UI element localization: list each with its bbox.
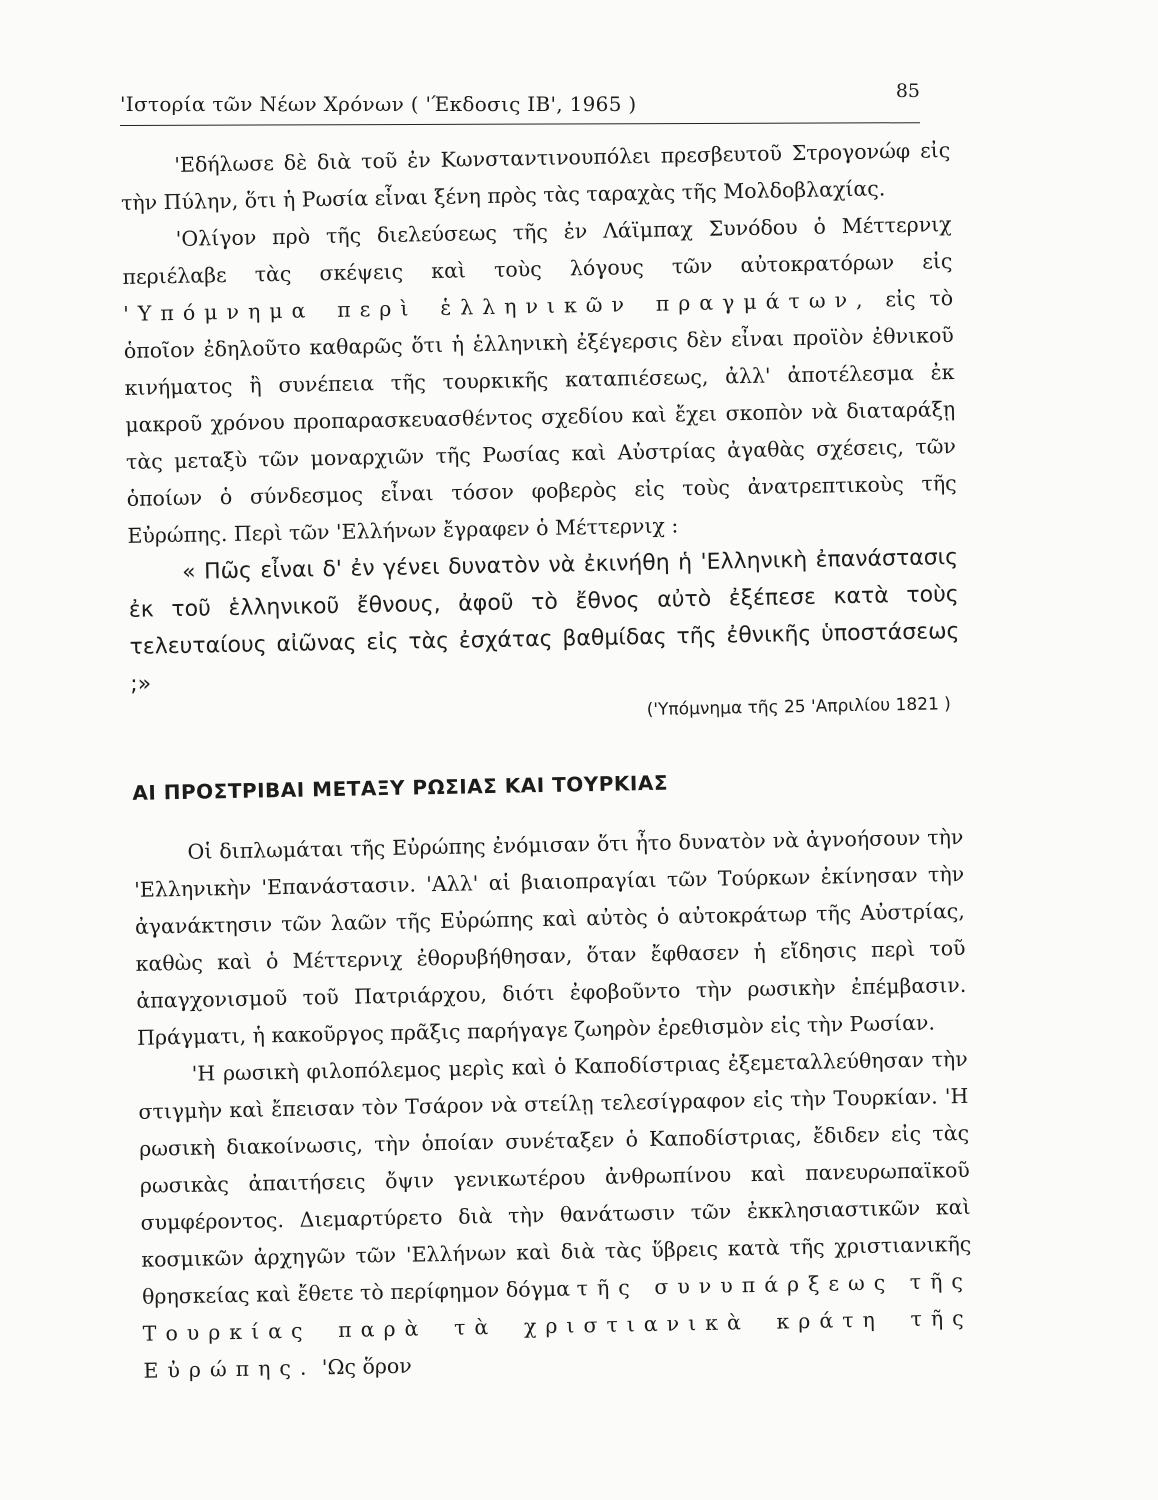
- coexistence-doctrine: τῆς συνυπάρξεως τῆς Τουρκίας παρὰ τὰ χριστιανικὰ κράτη τῆς Εὐρώπης.: [142, 1268, 973, 1383]
- running-header: [120, 70, 920, 130]
- paragraph-2: [121, 206, 957, 555]
- paragraph-1: 'Εδήλωσε δὲ διὰ τοῦ ἐν Κωνσταντινουπόλει πρεσβευτοῦ Στρογονώφ εἰς τὴν Πύλην, ὅτι ἡ Ρωσία εἶναι ξένη πρὸς τὰς ταραχὰς τῆς Μολδοβλαχίας.: [120, 138, 951, 215]
- paragraph-3: Οἱ διπλωμάται τῆς Εὐρώπης ἐνόμισαν ὅτι ἦτο δυνατὸν νὰ ἀγνοήσουν τὴν 'Ελληνικὴν 'Επανάστασιν. 'Αλλ' αἱ βιαιοπραγίαι τῶν Τούρκων ἐκίνησαν τὴν ἀγανάκτησιν τῶν λαῶν τῆς Εὐρώπης καὶ αὐτὸς ὁ αὐτοκράτωρ τῆς Αὐστρίας, καθὼς καὶ ὁ Μέττερνιχ ἐθορυβήθησαν, ὅταν ἔφθασεν ἡ εἴδησις περὶ τοῦ ἀπαγχονισμοῦ τοῦ Πατριάρχου, διότι ἐφοβοῦντο τὴν ρωσικὴν ἐπέμβασιν. Πράγματι, ἡ κακοῦργος πρᾶξις παρήγαγε ζωηρὸν ἐρεθισμὸν εἰς τὴν Ρωσίαν.: [134, 824, 967, 1050]
- paragraph-2-part-1: 'Ολίγον πρὸ τῆς διελεύσεως τῆς ἐν Λάϊμπαχ Συνόδου ὁ Μέττερνιχ περιέλαβε τὰς σκέψεις καὶ τοὺς λόγους τῶν αὐτοκρατόρων εἰς: [122, 212, 953, 289]
- metternich-quote: « Πῶς εἶναι δ' ἐν γένει δυνατὸν νὰ ἐκινήθη ἡ 'Ελληνικὴ ἐπανάστασις ἐκ τοῦ ἑλληνικοῦ ἔθνους, ἀφοῦ τὸ ἔθνος αὐτὸ ἐξέπεσε κατὰ τοὺς τελευταίους αἰῶνας εἰς τὰς ἐσχάτας βαθμίδας τῆς ἐθνικῆς ὑποστάσεως ;»: [128, 544, 960, 697]
- header-title: 'Ιστορία τῶν Νέων Χρόνων ( 'Έκδοσις ΙΒ', 1965 ): [120, 92, 637, 116]
- page-number: 85: [895, 80, 920, 102]
- paragraph-2-part-2: εἰς τὸ ὁποῖον ἐδηλοῦτο καθαρῶς ὅτι ἡ ἑλληνικὴ ἐξέγερσις δὲν εἶναι προϊὸν ἐθνικοῦ κινήματος ἢ συνέπεια τῆς τουρκικῆς καταπιέσεως, ἀλλ' ἀποτέλεσμα ἐκ μακροῦ χρόνου προπαρασκευασθέντος σχεδίου καὶ ἔχει σκοπὸν νὰ διαταράξῃ τὰς μεταξὺ τῶν μοναρχιῶν τῆς Ρωσίας καὶ Αὐστρίας ἀγαθὰς σχέσεις, τῶν ὁποίων ὁ σύνδεσμος εἶναι τόσον φοβερὸς εἰς τοὺς ἀνατρεπτικοὺς τῆς Εὐρώπης. Περὶ τῶν 'Ελλήνων ἔγραφεν ὁ Μέττερνιχ :: [123, 286, 957, 548]
- paragraph-4-part-2: 'Ως ὅρον: [315, 1353, 412, 1380]
- body-text: [120, 132, 974, 1390]
- header-rule: [120, 122, 920, 126]
- section-heading: ΑΙ ΠΡΟΣΤΡΙΒΑΙ ΜΕΤΑΞΥ ΡΩΣΙΑΣ ΚΑΙ ΤΟΥΡΚΙΑΣ: [132, 770, 669, 805]
- paragraph-4: [137, 1041, 973, 1390]
- quote-source: ('Υπόμνημα τῆς 25 'Απριλίου 1821 ): [646, 694, 952, 720]
- memorandum-title: 'Υπόμνημα περὶ ἑλληνικῶν πραγμάτων,: [122, 287, 872, 326]
- paragraph-4-part-1: 'Η ρωσικὴ φιλοπόλεμος μερὶς καὶ ὁ Καποδίστριας ἐξεμεταλλεύθησαν τὴν στιγμὴν καὶ ἔπεισαν τὸν Τσάρον νὰ στείλῃ τελεσίγραφον εἰς τὴν Τουρκίαν. 'Η ρωσικὴ διακοίνωσις, τὴν ὁποίαν συνέταξεν ὁ Καποδίστριας, ἔδιδεν εἰς τὰς ρωσικὰς ἀπαιτήσεις ὄψιν γενικωτέρου ἀνθρωπίνου καὶ πανευρωπαϊκοῦ συμφέροντος. Διεμαρτύρετο διὰ τὴν θανάτωσιν τῶν ἐκκλησιαστικῶν καὶ κοσμικῶν ἀρχηγῶν τῶν 'Ελλήνων καὶ διὰ τὰς ὕβρεις κατὰ τῆς χριστιανικῆς θρησκείας καὶ ἔθετε τὸ περίφημον δόγμα: [138, 1046, 972, 1309]
